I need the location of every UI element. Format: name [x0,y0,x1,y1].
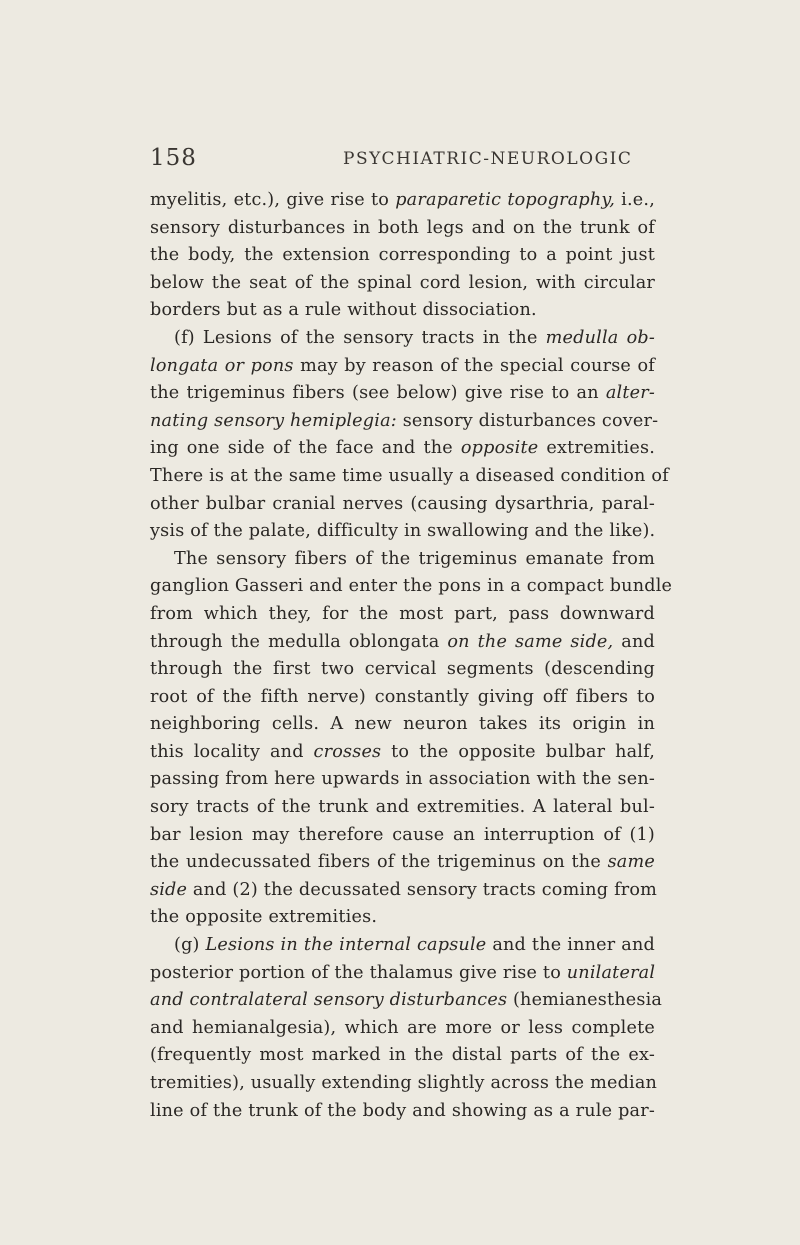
text-line [150,546,655,574]
text-segment: and (2) the decussated sensory tracts coming from [187,879,658,900]
text-segment: (g) [174,935,206,956]
text-segment: ing one side of the face and the [150,438,461,459]
text-line [150,1015,655,1043]
text-segment: the undecussated fibers of the trigeminus on the [150,852,608,873]
italic-text: same [607,852,655,873]
text-segment: root of the fifth nerve) constantly giving off fibers to [150,686,655,707]
text-line [150,297,655,325]
text-line [150,822,655,850]
text-line [150,601,655,629]
text-line [150,766,655,794]
text-line [150,1042,655,1070]
text-segment: i.e., [615,190,655,210]
text-line [150,573,673,601]
text-segment: (frequently most marked in the distal parts of the ex- [150,1045,655,1066]
text-line [150,1070,658,1098]
text-segment: bar lesion may therefore cause an interruption of (1) [150,824,655,845]
text-line [150,242,655,270]
italic-text: longata or pons [150,355,294,376]
italic-text: crosses [313,741,382,762]
running-head: PSYCHIATRIC-NEUROLOGIC [343,149,633,169]
page-header [0,145,800,177]
text-line [150,380,655,408]
italic-text: opposite [460,438,539,459]
text-segment: and the inner and [486,935,655,956]
text-line [150,904,655,932]
italic-text: nating sensory hemiplegia: [150,410,397,431]
text-segment: extremities. [538,438,655,459]
italic-text: paraparetic topography, [395,190,616,210]
text-line [150,656,655,684]
text-line [150,518,655,546]
italic-text: side [150,879,188,900]
text-segment: other bulbar cranial nerves (causing dysarthria, paral- [150,493,655,514]
text-segment: (f) Lesions of the sensory tracts in the [174,327,546,348]
text-segment: the body, the extension corresponding to a point just [150,245,655,266]
text-segment: (hemianesthesia [507,990,663,1011]
text-segment: the trigeminus fibers (see below) give rise to an [150,383,606,404]
text-line [150,435,655,463]
text-segment: line of the trunk of the body and showing as a rule par- [150,1100,655,1121]
text-line [150,960,655,988]
text-segment: and hemianalgesia), which are more or less complete [150,1017,655,1038]
italic-text: alter- [605,383,655,404]
italic-text: unilateral [566,962,656,983]
text-line [150,794,655,822]
text-segment: below the seat of the spinal cord lesion, with circular [150,272,655,293]
text-segment: the opposite extremities. [150,907,378,928]
text-line [150,684,655,712]
text-line [150,987,663,1015]
text-line [150,877,658,905]
text-segment: through the first two cervical segments (descending [150,659,655,680]
text-line [150,325,655,353]
text-line [150,408,659,436]
text-line [150,215,655,243]
text-segment: from which they, for the most part, pass downward [150,603,655,624]
text-segment: may by reason of the special course of [293,355,656,376]
text-line [150,849,655,877]
text-line [150,187,655,215]
text-line [150,353,655,381]
text-line [150,711,655,739]
text-segment: posterior portion of the thalamus give rise to [150,962,567,983]
text-segment: sensory disturbances in both legs and on the trunk of [150,217,655,238]
text-segment: passing from here upwards in association with the sen- [150,769,655,790]
text-segment: to the opposite bulbar half, [381,741,655,762]
body-text [150,187,673,1125]
text-line [150,1098,655,1126]
text-segment: myelitis, etc.), give rise to [150,190,396,210]
text-segment: The sensory fibers of the trigeminus emanate from [174,548,655,569]
text-line [150,491,655,519]
page-number: 158 [150,145,197,171]
text-segment: sory tracts of the trunk and extremities. A lateral bul- [150,797,655,818]
text-segment: neighboring cells. A new neuron takes its origin in [150,714,655,735]
text-line [150,270,655,298]
text-segment: and [613,631,655,652]
text-segment: this locality and [150,741,314,762]
text-segment: borders but as a rule without dissociation. [150,300,537,321]
text-line [150,932,655,960]
text-segment: through the medulla oblongata [150,631,448,652]
text-segment: ysis of the palate, difficulty in swallowing and the like). [150,521,656,542]
text-line [150,739,655,767]
text-line [150,463,669,491]
italic-text: and contralateral sensory disturbances [150,990,508,1011]
italic-text: on the same side, [447,631,614,652]
text-segment: There is at the same time usually a diseased condition of [150,465,669,486]
text-line [150,629,655,657]
text-segment: sensory disturbances cover- [396,410,659,431]
italic-text: Lesions in the internal capsule [205,935,487,956]
italic-text: medulla ob- [545,327,655,348]
text-segment: ganglion Gasseri and enter the pons in a compact bundle [150,576,673,597]
text-segment: tremities), usually extending slightly across the median [150,1073,658,1093]
